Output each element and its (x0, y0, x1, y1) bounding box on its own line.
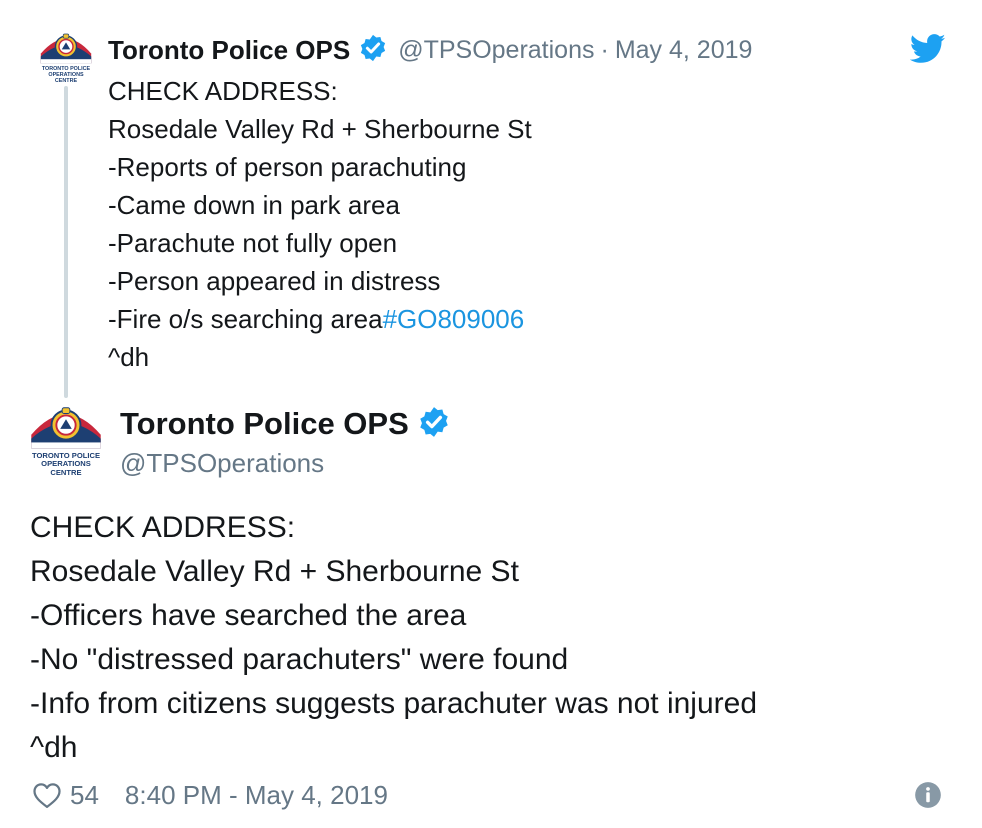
hashtag-link[interactable]: #GO809006 (382, 304, 525, 334)
police-badge-logo-icon (26, 400, 106, 454)
parent-display-name[interactable]: Toronto Police OPS (108, 34, 351, 65)
parent-date[interactable]: May 4, 2019 (614, 35, 753, 64)
like-count[interactable]: 54 (70, 779, 99, 810)
tweet-footer (32, 776, 388, 814)
parent-tweet-line: CHECK ADDRESS: (108, 76, 338, 106)
parent-avatar[interactable] (38, 28, 94, 90)
main-tweet-header (120, 402, 451, 480)
main-name-row (120, 402, 451, 446)
parent-tweet-line: -Parachute not fully open (108, 228, 398, 258)
parent-tweet-line: -Came down in park area (108, 190, 400, 220)
parent-tweet-line: Rosedale Valley Rd + Sherbourne St (108, 114, 532, 144)
main-tweet-line: ^dh (30, 731, 78, 764)
twitter-bird-icon[interactable] (910, 34, 946, 64)
parent-avatar-caption: TORONTO POLICE OPERATIONS CENTRE (41, 66, 91, 85)
verified-badge-icon (417, 405, 451, 444)
parent-tweet-line: -Reports of person parachuting (108, 152, 467, 182)
main-handle[interactable]: @TPSOperations (120, 448, 325, 478)
tweet-timestamp[interactable]: 8:40 PM - May 4, 2019 (124, 779, 388, 810)
main-avatar[interactable] (26, 400, 106, 480)
thread-connector-line (64, 86, 68, 398)
verified-badge-icon (358, 33, 388, 68)
parent-tweet-line-prefix: -Fire o/s searching area (108, 304, 383, 334)
parent-tweet-header (108, 32, 752, 68)
parent-tweet-text (108, 72, 908, 376)
info-icon[interactable] (914, 781, 942, 809)
main-avatar-caption: TORONTO POLICE OPERATIONS CENTRE (31, 451, 101, 477)
parent-handle[interactable]: @TPSOperations (398, 35, 595, 64)
parent-tweet-signature: ^dh (108, 342, 150, 372)
heart-icon[interactable] (32, 781, 62, 809)
main-tweet-line: Rosedale Valley Rd + Sherbourne St (30, 555, 519, 588)
police-badge-logo-icon (38, 28, 94, 68)
main-tweet-line: -Officers have searched the area (30, 599, 467, 632)
main-tweet-line: CHECK ADDRESS: (30, 511, 296, 544)
main-tweet-line: -Info from citizens suggests parachuter was not injured (30, 687, 758, 720)
main-display-name[interactable]: Toronto Police OPS (120, 406, 409, 441)
main-tweet-text (30, 506, 950, 770)
parent-tweet-line-with-hashtag (108, 300, 908, 338)
parent-tweet-line: -Person appeared in distress (108, 266, 441, 296)
main-tweet-line: -No "distressed parachuters" were found (30, 643, 569, 676)
header-separator: · (600, 35, 609, 64)
